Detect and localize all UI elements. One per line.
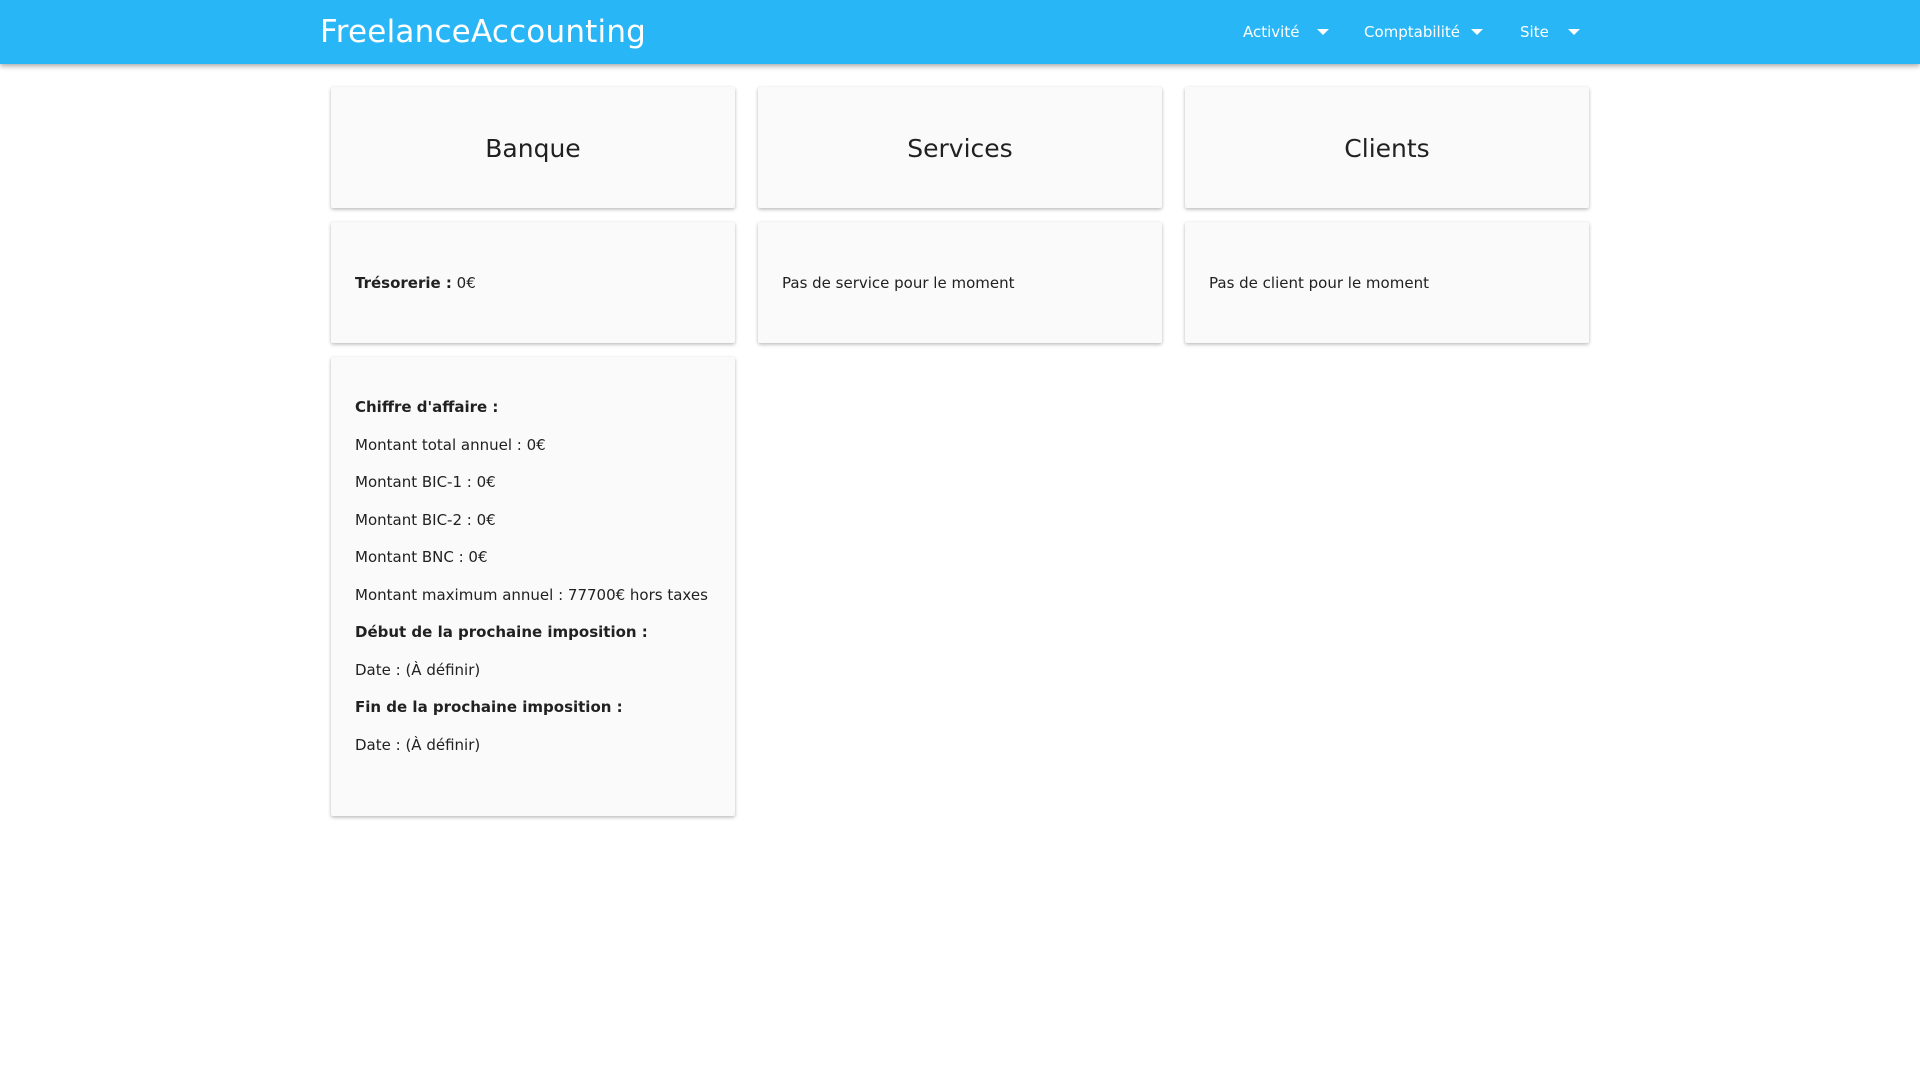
montant-bic2: Montant BIC-2 : 0€ [355,510,496,529]
menu-activite-label[interactable]: Activité [1243,23,1300,41]
caret-down-icon[interactable] [1568,29,1580,35]
menu-comptabilite-label[interactable]: Comptabilité [1364,23,1460,41]
fin-heading: Fin de la prochaine imposition : [355,698,623,716]
caret-down-icon[interactable] [1317,29,1329,35]
card-banque[interactable] [331,87,735,208]
fin-date: Date : (À définir) [355,735,481,754]
debut-date: Date : (À définir) [355,660,481,679]
montant-bic1: Montant BIC-1 : 0€ [355,473,496,491]
services-empty-text: Pas de service pour le moment [782,274,1015,292]
montant-maximum: Montant maximum annuel : 77700€ hors taxes [355,585,708,604]
tresorerie-label: Trésorerie : [355,274,452,292]
menu-site-label[interactable]: Site [1520,23,1549,41]
card-services-info [758,222,1162,343]
caret-down-icon[interactable] [1471,29,1483,35]
tresorerie-text [355,273,476,293]
top-navbar [0,0,1920,64]
total-annuel: Montant total annuel : 0€ [355,435,546,454]
brand-title[interactable]: FreelanceAccounting [320,14,647,50]
debut-heading: Début de la prochaine imposition : [355,623,648,641]
card-clients-info [1185,222,1589,343]
menu-activite[interactable] [1243,0,1299,64]
card-clients[interactable] [1185,87,1589,208]
menu-site[interactable] [1520,0,1549,64]
stats-list [355,397,708,772]
tresorerie-value: 0€ [451,274,476,292]
montant-bnc: Montant BNC : 0€ [355,548,488,566]
clients-empty-text: Pas de client pour le moment [1209,274,1429,292]
card-clients-title: Clients [1344,134,1430,163]
card-services-title: Services [907,134,1013,163]
card-banque-title: Banque [485,134,581,163]
card-chiffre-affaire [331,357,735,816]
menu-comptabilite[interactable] [1364,0,1460,64]
card-tresorerie [331,222,735,343]
chiffre-heading: Chiffre d'affaire : [355,398,499,416]
card-services[interactable] [758,87,1162,208]
